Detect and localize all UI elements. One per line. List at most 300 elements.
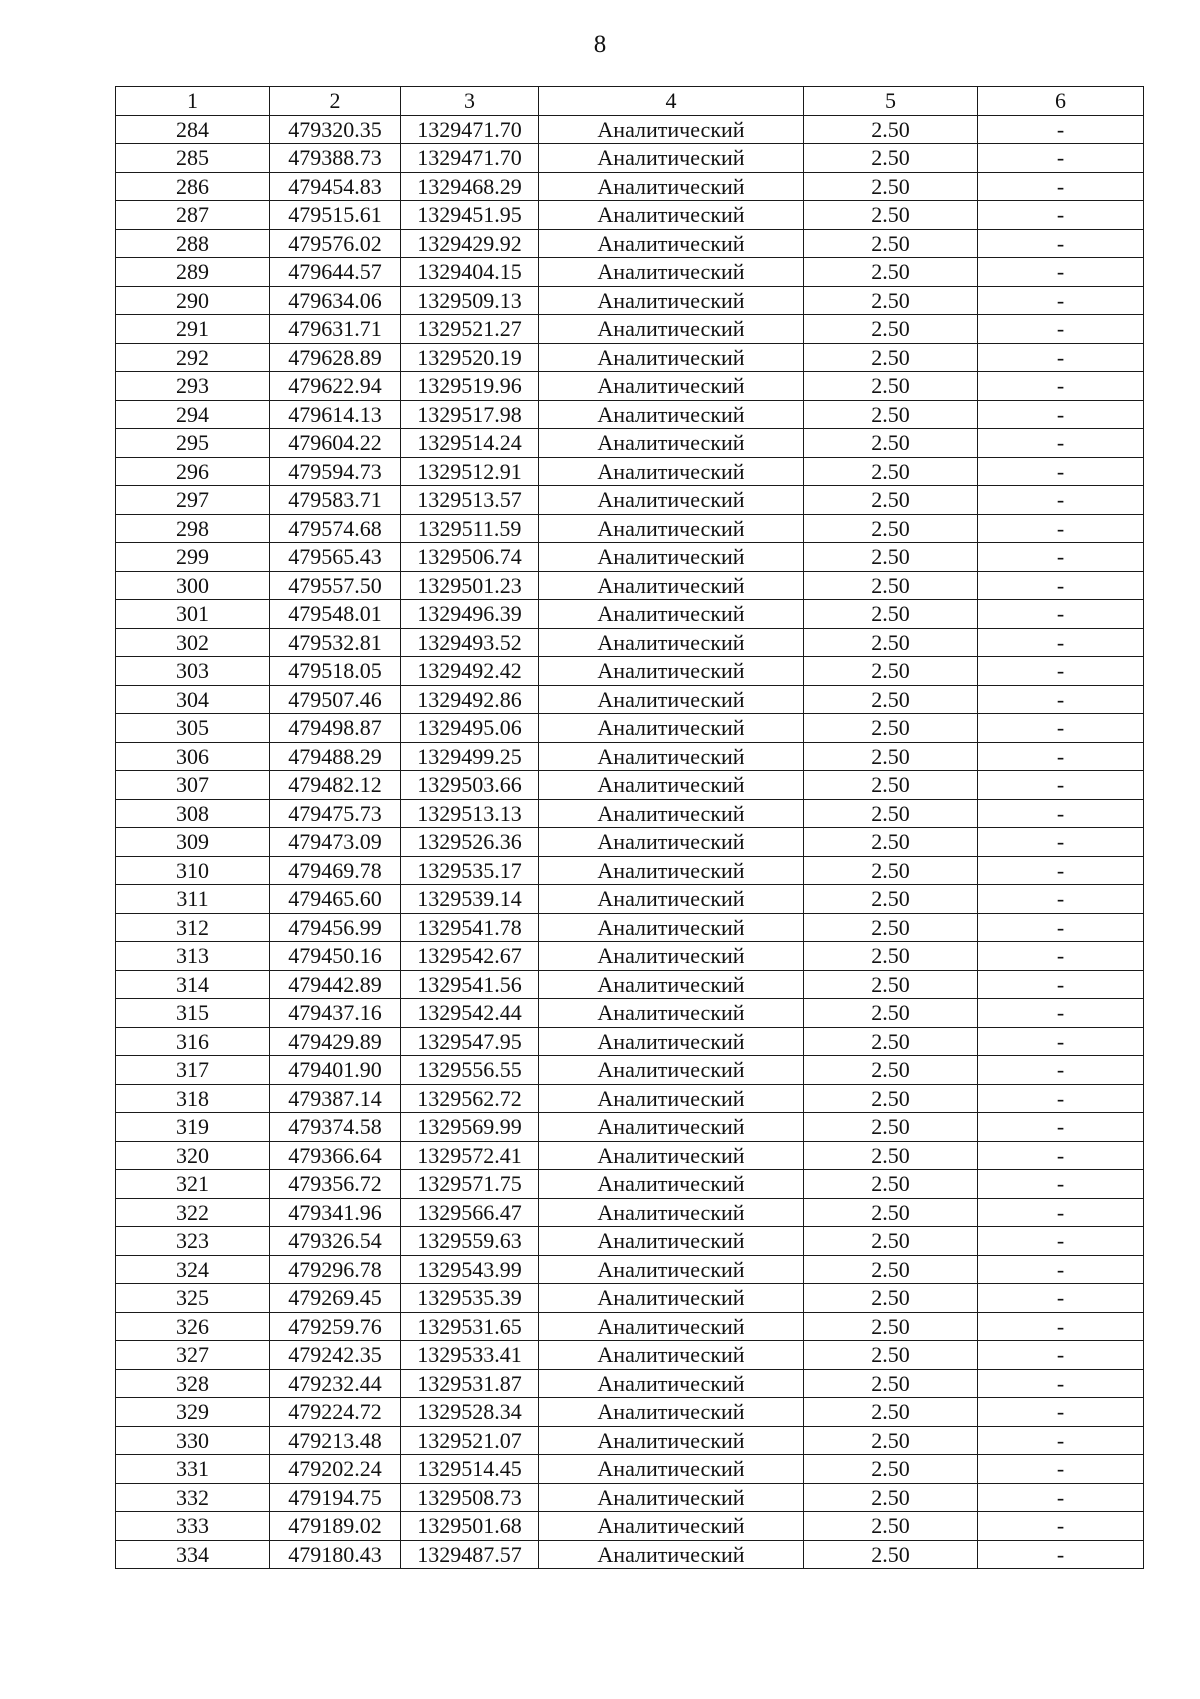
x-coordinate-cell: 479557.50 — [270, 571, 401, 600]
point-number-cell: 320 — [116, 1141, 270, 1170]
y-coordinate-cell: 1329471.70 — [401, 115, 539, 144]
point-number-cell: 327 — [116, 1341, 270, 1370]
y-coordinate-cell: 1329508.73 — [401, 1483, 539, 1512]
x-coordinate-cell: 479604.22 — [270, 429, 401, 458]
method-cell: Аналитический — [539, 885, 804, 914]
accuracy-cell: 2.50 — [804, 343, 978, 372]
accuracy-cell: 2.50 — [804, 742, 978, 771]
x-coordinate-cell: 479488.29 — [270, 742, 401, 771]
table-row — [116, 600, 1144, 629]
note-cell: - — [978, 315, 1144, 344]
method-cell: Аналитический — [539, 1170, 804, 1199]
method-cell: Аналитический — [539, 999, 804, 1028]
method-cell: Аналитический — [539, 144, 804, 173]
accuracy-cell: 2.50 — [804, 1084, 978, 1113]
method-cell: Аналитический — [539, 828, 804, 857]
accuracy-cell: 2.50 — [804, 1170, 978, 1199]
point-number-cell: 326 — [116, 1312, 270, 1341]
y-coordinate-cell: 1329526.36 — [401, 828, 539, 857]
note-cell: - — [978, 1056, 1144, 1085]
accuracy-cell: 2.50 — [804, 1483, 978, 1512]
table-row — [116, 1056, 1144, 1085]
y-coordinate-cell: 1329533.41 — [401, 1341, 539, 1370]
y-coordinate-cell: 1329492.42 — [401, 657, 539, 686]
method-cell: Аналитический — [539, 514, 804, 543]
y-coordinate-cell: 1329501.23 — [401, 571, 539, 600]
y-coordinate-cell: 1329503.66 — [401, 771, 539, 800]
method-cell: Аналитический — [539, 942, 804, 971]
accuracy-cell: 2.50 — [804, 372, 978, 401]
point-number-cell: 312 — [116, 913, 270, 942]
table-row — [116, 1455, 1144, 1484]
note-cell: - — [978, 343, 1144, 372]
table-row — [116, 457, 1144, 486]
method-cell: Аналитический — [539, 799, 804, 828]
note-cell: - — [978, 1170, 1144, 1199]
point-number-cell: 289 — [116, 258, 270, 287]
accuracy-cell: 2.50 — [804, 1255, 978, 1284]
point-number-cell: 308 — [116, 799, 270, 828]
method-cell: Аналитический — [539, 543, 804, 572]
point-number-cell: 291 — [116, 315, 270, 344]
x-coordinate-cell: 479548.01 — [270, 600, 401, 629]
note-cell: - — [978, 771, 1144, 800]
note-cell: - — [978, 913, 1144, 942]
x-coordinate-cell: 479634.06 — [270, 286, 401, 315]
point-number-cell: 299 — [116, 543, 270, 572]
method-cell: Аналитический — [539, 1113, 804, 1142]
point-number-cell: 297 — [116, 486, 270, 515]
x-coordinate-cell: 479518.05 — [270, 657, 401, 686]
method-cell: Аналитический — [539, 201, 804, 230]
method-cell: Аналитический — [539, 913, 804, 942]
y-coordinate-cell: 1329521.07 — [401, 1426, 539, 1455]
table-row — [116, 913, 1144, 942]
table-row — [116, 144, 1144, 173]
method-cell: Аналитический — [539, 258, 804, 287]
note-cell: - — [978, 1483, 1144, 1512]
method-cell: Аналитический — [539, 229, 804, 258]
point-number-cell: 309 — [116, 828, 270, 857]
accuracy-cell: 2.50 — [804, 1455, 978, 1484]
point-number-cell: 288 — [116, 229, 270, 258]
note-cell: - — [978, 1512, 1144, 1541]
point-number-cell: 304 — [116, 685, 270, 714]
point-number-cell: 285 — [116, 144, 270, 173]
accuracy-cell: 2.50 — [804, 657, 978, 686]
table-row — [116, 343, 1144, 372]
table-row — [116, 1483, 1144, 1512]
x-coordinate-cell: 479387.14 — [270, 1084, 401, 1113]
x-coordinate-cell: 479594.73 — [270, 457, 401, 486]
x-coordinate-cell: 479498.87 — [270, 714, 401, 743]
method-cell: Аналитический — [539, 571, 804, 600]
table-row — [116, 1540, 1144, 1569]
method-cell: Аналитический — [539, 172, 804, 201]
table-row — [116, 286, 1144, 315]
method-cell: Аналитический — [539, 1027, 804, 1056]
x-coordinate-cell: 479356.72 — [270, 1170, 401, 1199]
y-coordinate-cell: 1329531.65 — [401, 1312, 539, 1341]
y-coordinate-cell: 1329451.95 — [401, 201, 539, 230]
table-row — [116, 115, 1144, 144]
note-cell: - — [978, 600, 1144, 629]
point-number-cell: 286 — [116, 172, 270, 201]
x-coordinate-cell: 479180.43 — [270, 1540, 401, 1569]
table-row — [116, 1198, 1144, 1227]
x-coordinate-cell: 479269.45 — [270, 1284, 401, 1313]
method-cell: Аналитический — [539, 429, 804, 458]
accuracy-cell: 2.50 — [804, 913, 978, 942]
note-cell: - — [978, 457, 1144, 486]
table-row — [116, 742, 1144, 771]
x-coordinate-cell: 479622.94 — [270, 372, 401, 401]
x-coordinate-cell: 479454.83 — [270, 172, 401, 201]
x-coordinate-cell: 479259.76 — [270, 1312, 401, 1341]
x-coordinate-cell: 479565.43 — [270, 543, 401, 572]
table-row — [116, 1255, 1144, 1284]
x-coordinate-cell: 479475.73 — [270, 799, 401, 828]
method-cell: Аналитический — [539, 742, 804, 771]
x-coordinate-cell: 479465.60 — [270, 885, 401, 914]
note-cell: - — [978, 1284, 1144, 1313]
y-coordinate-cell: 1329512.91 — [401, 457, 539, 486]
table-row — [116, 201, 1144, 230]
accuracy-cell: 2.50 — [804, 400, 978, 429]
table-row — [116, 856, 1144, 885]
point-number-cell: 287 — [116, 201, 270, 230]
point-number-cell: 324 — [116, 1255, 270, 1284]
note-cell: - — [978, 400, 1144, 429]
y-coordinate-cell: 1329492.86 — [401, 685, 539, 714]
method-cell: Аналитический — [539, 1284, 804, 1313]
y-coordinate-cell: 1329429.92 — [401, 229, 539, 258]
table-row — [116, 1141, 1144, 1170]
x-coordinate-cell: 479482.12 — [270, 771, 401, 800]
note-cell: - — [978, 1255, 1144, 1284]
note-cell: - — [978, 999, 1144, 1028]
method-cell: Аналитический — [539, 856, 804, 885]
point-number-cell: 303 — [116, 657, 270, 686]
method-cell: Аналитический — [539, 1198, 804, 1227]
table-header-row — [116, 87, 1144, 116]
coordinates-table — [115, 86, 1144, 1569]
y-coordinate-cell: 1329501.68 — [401, 1512, 539, 1541]
accuracy-cell: 2.50 — [804, 486, 978, 515]
y-coordinate-cell: 1329517.98 — [401, 400, 539, 429]
method-cell: Аналитический — [539, 286, 804, 315]
note-cell: - — [978, 1426, 1144, 1455]
x-coordinate-cell: 479473.09 — [270, 828, 401, 857]
method-cell: Аналитический — [539, 1227, 804, 1256]
method-cell: Аналитический — [539, 1369, 804, 1398]
accuracy-cell: 2.50 — [804, 685, 978, 714]
note-cell: - — [978, 258, 1144, 287]
table-row — [116, 1341, 1144, 1370]
note-cell: - — [978, 1141, 1144, 1170]
accuracy-cell: 2.50 — [804, 201, 978, 230]
accuracy-cell: 2.50 — [804, 457, 978, 486]
accuracy-cell: 2.50 — [804, 571, 978, 600]
table-row — [116, 1512, 1144, 1541]
note-cell: - — [978, 372, 1144, 401]
point-number-cell: 294 — [116, 400, 270, 429]
x-coordinate-cell: 479202.24 — [270, 1455, 401, 1484]
table-row — [116, 172, 1144, 201]
method-cell: Аналитический — [539, 400, 804, 429]
point-number-cell: 295 — [116, 429, 270, 458]
point-number-cell: 284 — [116, 115, 270, 144]
note-cell: - — [978, 1227, 1144, 1256]
method-cell: Аналитический — [539, 657, 804, 686]
note-cell: - — [978, 115, 1144, 144]
note-cell: - — [978, 856, 1144, 885]
x-coordinate-cell: 479242.35 — [270, 1341, 401, 1370]
note-cell: - — [978, 201, 1144, 230]
table-row — [116, 315, 1144, 344]
accuracy-cell: 2.50 — [804, 600, 978, 629]
note-cell: - — [978, 628, 1144, 657]
y-coordinate-cell: 1329539.14 — [401, 885, 539, 914]
note-cell: - — [978, 486, 1144, 515]
table-row — [116, 229, 1144, 258]
table-row — [116, 400, 1144, 429]
accuracy-cell: 2.50 — [804, 1284, 978, 1313]
y-coordinate-cell: 1329513.13 — [401, 799, 539, 828]
table-row — [116, 1113, 1144, 1142]
y-coordinate-cell: 1329514.45 — [401, 1455, 539, 1484]
method-cell: Аналитический — [539, 1084, 804, 1113]
x-coordinate-cell: 479583.71 — [270, 486, 401, 515]
x-coordinate-cell: 479189.02 — [270, 1512, 401, 1541]
y-coordinate-cell: 1329542.44 — [401, 999, 539, 1028]
table-row — [116, 771, 1144, 800]
note-cell: - — [978, 714, 1144, 743]
table-row — [116, 999, 1144, 1028]
table-row — [116, 799, 1144, 828]
point-number-cell: 314 — [116, 970, 270, 999]
accuracy-cell: 2.50 — [804, 1227, 978, 1256]
y-coordinate-cell: 1329547.95 — [401, 1027, 539, 1056]
table-row — [116, 1227, 1144, 1256]
accuracy-cell: 2.50 — [804, 1540, 978, 1569]
note-cell: - — [978, 1398, 1144, 1427]
note-cell: - — [978, 514, 1144, 543]
table-row — [116, 828, 1144, 857]
x-coordinate-cell: 479232.44 — [270, 1369, 401, 1398]
x-coordinate-cell: 479631.71 — [270, 315, 401, 344]
note-cell: - — [978, 172, 1144, 201]
column-header: 4 — [539, 87, 804, 116]
point-number-cell: 307 — [116, 771, 270, 800]
accuracy-cell: 2.50 — [804, 1056, 978, 1085]
x-coordinate-cell: 479442.89 — [270, 970, 401, 999]
point-number-cell: 316 — [116, 1027, 270, 1056]
table-row — [116, 372, 1144, 401]
point-number-cell: 298 — [116, 514, 270, 543]
y-coordinate-cell: 1329528.34 — [401, 1398, 539, 1427]
x-coordinate-cell: 479574.68 — [270, 514, 401, 543]
accuracy-cell: 2.50 — [804, 315, 978, 344]
accuracy-cell: 2.50 — [804, 1426, 978, 1455]
column-header: 3 — [401, 87, 539, 116]
x-coordinate-cell: 479515.61 — [270, 201, 401, 230]
point-number-cell: 321 — [116, 1170, 270, 1199]
point-number-cell: 317 — [116, 1056, 270, 1085]
note-cell: - — [978, 1540, 1144, 1569]
point-number-cell: 292 — [116, 343, 270, 372]
accuracy-cell: 2.50 — [804, 1369, 978, 1398]
x-coordinate-cell: 479224.72 — [270, 1398, 401, 1427]
accuracy-cell: 2.50 — [804, 1312, 978, 1341]
accuracy-cell: 2.50 — [804, 1341, 978, 1370]
accuracy-cell: 2.50 — [804, 799, 978, 828]
accuracy-cell: 2.50 — [804, 628, 978, 657]
point-number-cell: 330 — [116, 1426, 270, 1455]
table-row — [116, 714, 1144, 743]
y-coordinate-cell: 1329499.25 — [401, 742, 539, 771]
y-coordinate-cell: 1329531.87 — [401, 1369, 539, 1398]
y-coordinate-cell: 1329566.47 — [401, 1198, 539, 1227]
y-coordinate-cell: 1329559.63 — [401, 1227, 539, 1256]
x-coordinate-cell: 479532.81 — [270, 628, 401, 657]
x-coordinate-cell: 479194.75 — [270, 1483, 401, 1512]
table-row — [116, 942, 1144, 971]
x-coordinate-cell: 479320.35 — [270, 115, 401, 144]
method-cell: Аналитический — [539, 1398, 804, 1427]
note-cell: - — [978, 1341, 1144, 1370]
x-coordinate-cell: 479507.46 — [270, 685, 401, 714]
point-number-cell: 300 — [116, 571, 270, 600]
table-row — [116, 1398, 1144, 1427]
accuracy-cell: 2.50 — [804, 1398, 978, 1427]
x-coordinate-cell: 479628.89 — [270, 343, 401, 372]
y-coordinate-cell: 1329487.57 — [401, 1540, 539, 1569]
y-coordinate-cell: 1329571.75 — [401, 1170, 539, 1199]
point-number-cell: 301 — [116, 600, 270, 629]
point-number-cell: 319 — [116, 1113, 270, 1142]
table-row — [116, 685, 1144, 714]
note-cell: - — [978, 970, 1144, 999]
point-number-cell: 318 — [116, 1084, 270, 1113]
page-number: 8 — [593, 31, 607, 58]
note-cell: - — [978, 1113, 1144, 1142]
point-number-cell: 310 — [116, 856, 270, 885]
method-cell: Аналитический — [539, 372, 804, 401]
x-coordinate-cell: 479456.99 — [270, 913, 401, 942]
note-cell: - — [978, 1198, 1144, 1227]
accuracy-cell: 2.50 — [804, 229, 978, 258]
note-cell: - — [978, 1369, 1144, 1398]
note-cell: - — [978, 1455, 1144, 1484]
note-cell: - — [978, 799, 1144, 828]
accuracy-cell: 2.50 — [804, 856, 978, 885]
note-cell: - — [978, 1027, 1144, 1056]
y-coordinate-cell: 1329572.41 — [401, 1141, 539, 1170]
y-coordinate-cell: 1329471.70 — [401, 144, 539, 173]
note-cell: - — [978, 885, 1144, 914]
note-cell: - — [978, 543, 1144, 572]
x-coordinate-cell: 479326.54 — [270, 1227, 401, 1256]
y-coordinate-cell: 1329535.39 — [401, 1284, 539, 1313]
table-row — [116, 657, 1144, 686]
x-coordinate-cell: 479401.90 — [270, 1056, 401, 1085]
accuracy-cell: 2.50 — [804, 1141, 978, 1170]
y-coordinate-cell: 1329495.06 — [401, 714, 539, 743]
accuracy-cell: 2.50 — [804, 172, 978, 201]
method-cell: Аналитический — [539, 1141, 804, 1170]
note-cell: - — [978, 685, 1144, 714]
y-coordinate-cell: 1329404.15 — [401, 258, 539, 287]
x-coordinate-cell: 479429.89 — [270, 1027, 401, 1056]
point-number-cell: 332 — [116, 1483, 270, 1512]
x-coordinate-cell: 479388.73 — [270, 144, 401, 173]
method-cell: Аналитический — [539, 115, 804, 144]
y-coordinate-cell: 1329535.17 — [401, 856, 539, 885]
x-coordinate-cell: 479213.48 — [270, 1426, 401, 1455]
x-coordinate-cell: 479296.78 — [270, 1255, 401, 1284]
x-coordinate-cell: 479450.16 — [270, 942, 401, 971]
column-header: 5 — [804, 87, 978, 116]
point-number-cell: 323 — [116, 1227, 270, 1256]
point-number-cell: 315 — [116, 999, 270, 1028]
note-cell: - — [978, 1084, 1144, 1113]
accuracy-cell: 2.50 — [804, 885, 978, 914]
accuracy-cell: 2.50 — [804, 514, 978, 543]
accuracy-cell: 2.50 — [804, 286, 978, 315]
table-row — [116, 1170, 1144, 1199]
accuracy-cell: 2.50 — [804, 714, 978, 743]
table-row — [116, 429, 1144, 458]
method-cell: Аналитический — [539, 1312, 804, 1341]
method-cell: Аналитический — [539, 600, 804, 629]
note-cell: - — [978, 742, 1144, 771]
x-coordinate-cell: 479576.02 — [270, 229, 401, 258]
y-coordinate-cell: 1329519.96 — [401, 372, 539, 401]
table-row — [116, 1312, 1144, 1341]
method-cell: Аналитический — [539, 1255, 804, 1284]
accuracy-cell: 2.50 — [804, 970, 978, 999]
x-coordinate-cell: 479341.96 — [270, 1198, 401, 1227]
method-cell: Аналитический — [539, 1455, 804, 1484]
y-coordinate-cell: 1329509.13 — [401, 286, 539, 315]
y-coordinate-cell: 1329542.67 — [401, 942, 539, 971]
y-coordinate-cell: 1329520.19 — [401, 343, 539, 372]
table-row — [116, 1284, 1144, 1313]
method-cell: Аналитический — [539, 1341, 804, 1370]
y-coordinate-cell: 1329569.99 — [401, 1113, 539, 1142]
accuracy-cell: 2.50 — [804, 1198, 978, 1227]
y-coordinate-cell: 1329468.29 — [401, 172, 539, 201]
note-cell: - — [978, 828, 1144, 857]
table-row — [116, 1027, 1144, 1056]
point-number-cell: 329 — [116, 1398, 270, 1427]
accuracy-cell: 2.50 — [804, 1113, 978, 1142]
point-number-cell: 302 — [116, 628, 270, 657]
column-header: 1 — [116, 87, 270, 116]
y-coordinate-cell: 1329513.57 — [401, 486, 539, 515]
method-cell: Аналитический — [539, 1540, 804, 1569]
column-header: 2 — [270, 87, 401, 116]
point-number-cell: 313 — [116, 942, 270, 971]
point-number-cell: 311 — [116, 885, 270, 914]
note-cell: - — [978, 286, 1144, 315]
note-cell: - — [978, 1312, 1144, 1341]
column-header: 6 — [978, 87, 1144, 116]
accuracy-cell: 2.50 — [804, 115, 978, 144]
table-row — [116, 970, 1144, 999]
y-coordinate-cell: 1329556.55 — [401, 1056, 539, 1085]
